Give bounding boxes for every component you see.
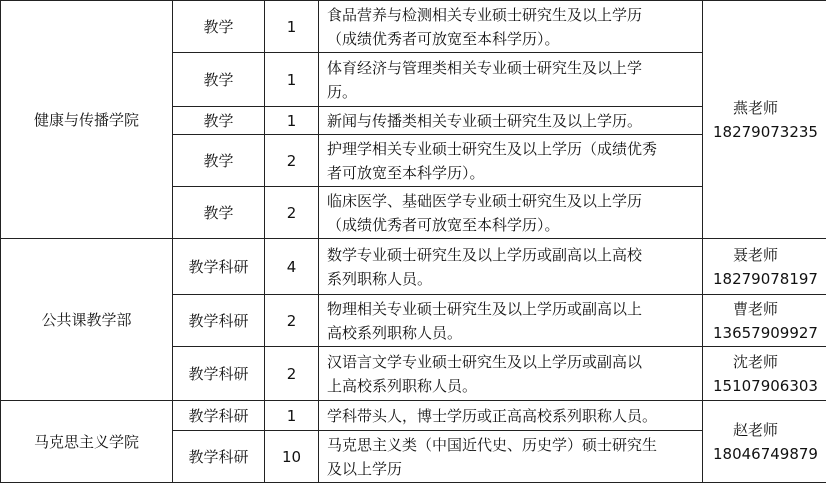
position-type-cell: 教学科研: [173, 431, 265, 483]
requirement-line: 汉语言文学专业硕士研究生及以上学历或副高以: [327, 352, 643, 371]
headcount-cell: 1: [265, 107, 319, 135]
requirement-line: 护理学相关专业硕士研究生及以上学历（成绩优秀: [327, 139, 658, 158]
table-row: [1, 401, 826, 431]
position-type-cell: 教学: [173, 53, 265, 107]
position-type-cell: 教学科研: [173, 401, 265, 431]
requirement-line: 系列职称人员。: [327, 269, 433, 288]
requirement-cell: [319, 1, 703, 53]
contact-phone: 18279078197: [713, 269, 818, 288]
requirement-cell: [319, 295, 703, 347]
requirement-line: （成绩优秀者可放宽至本科学历）。: [327, 29, 560, 48]
requirement-line: 学科带头人，博士学历或正高高校系列职称人员。: [327, 406, 658, 425]
requirement-line: 物理相关专业硕士研究生及以上学历或副高以上: [327, 299, 643, 318]
contact-cell: [703, 239, 826, 295]
position-type-cell: 教学: [173, 135, 265, 187]
requirement-line: 高校系列职称人员。: [327, 323, 463, 342]
headcount-cell: 1: [265, 1, 319, 53]
contact-phone: 13657909927: [713, 323, 818, 342]
position-type-cell: 教学: [173, 187, 265, 239]
requirement-line: 数学专业硕士研究生及以上学历或副高以上高校: [327, 245, 643, 264]
requirement-cell: [319, 401, 703, 431]
position-type-cell: 教学: [173, 1, 265, 53]
contact-name: 燕老师: [733, 98, 779, 117]
contact-name: 聂老师: [733, 245, 779, 264]
requirement-line: 体育经济与管理类相关专业硕士研究生及以上学: [327, 58, 643, 77]
table-row: [1, 1, 826, 53]
requirement-line: （成绩优秀者可放宽至本科学历）。: [327, 215, 560, 234]
position-type-cell: 教学科研: [173, 239, 265, 295]
requirement-line: 食品营养与检测相关专业硕士研究生及以上学历: [327, 5, 643, 24]
requirement-cell: [319, 107, 703, 135]
department-cell: 公共课教学部: [1, 239, 173, 401]
contact-phone: 15107906303: [713, 376, 818, 395]
headcount-cell: 10: [265, 431, 319, 483]
contact-cell: [703, 401, 826, 483]
requirement-cell: [319, 53, 703, 107]
requirement-line: 历。: [327, 82, 358, 101]
headcount-cell: 2: [265, 295, 319, 347]
department-cell: 马克思主义学院: [1, 401, 173, 483]
requirement-cell: [319, 347, 703, 401]
requirement-cell: [319, 135, 703, 187]
department-cell: 健康与传播学院: [1, 1, 173, 239]
contact-name: 沈老师: [733, 352, 779, 371]
requirement-line: 新闻与传播类相关专业硕士研究生及以上学历。: [327, 111, 643, 130]
contact-cell: [703, 295, 826, 347]
position-type-cell: 教学科研: [173, 347, 265, 401]
headcount-cell: 2: [265, 347, 319, 401]
contact-phone: 18046749879: [713, 444, 818, 463]
contact-name: 赵老师: [733, 420, 779, 439]
contact-cell: [703, 347, 826, 401]
headcount-cell: 1: [265, 401, 319, 431]
contact-phone: 18279073235: [713, 122, 818, 141]
contact-cell: [703, 1, 826, 239]
headcount-cell: 2: [265, 187, 319, 239]
requirement-cell: [319, 239, 703, 295]
requirement-line: 上高校系列职称人员。: [327, 376, 478, 395]
requirement-cell: [319, 431, 703, 483]
headcount-cell: 2: [265, 135, 319, 187]
requirement-line: 临床医学、基础医学专业硕士研究生及以上学历: [327, 191, 643, 210]
position-type-cell: 教学: [173, 107, 265, 135]
requirement-line: 者可放宽至本科学历）。: [327, 163, 485, 182]
headcount-cell: 1: [265, 53, 319, 107]
requirement-cell: [319, 187, 703, 239]
requirement-line: 及以上学历: [327, 459, 403, 478]
requirement-line: 马克思主义类（中国近代史、历史学）硕士研究生: [327, 435, 658, 454]
headcount-cell: 4: [265, 239, 319, 295]
contact-name: 曹老师: [733, 299, 779, 318]
position-type-cell: 教学科研: [173, 295, 265, 347]
table-row: [1, 239, 826, 295]
